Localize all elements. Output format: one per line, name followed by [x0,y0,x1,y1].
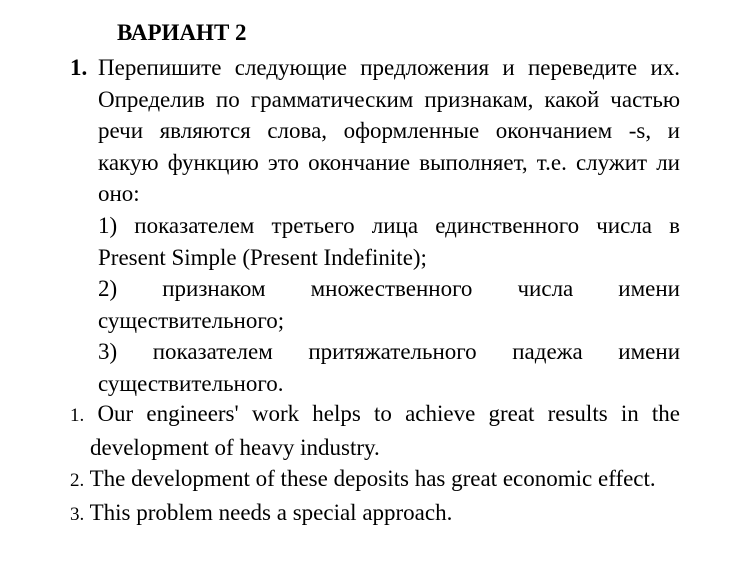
sentence-item-3 [70,497,680,531]
sentence-item-1 [70,398,680,463]
option-item-1: 1) показателем третьего лица единственного числа в Present Simple (Present Indefinite); [98,212,680,270]
sentence-number: 1. [70,405,85,426]
sentence-item-2 [70,463,680,497]
sentence-text: This problem needs a special approach. [89,499,453,525]
task-number: 1. [70,55,88,80]
variant-heading: ВАРИАНТ 2 [117,20,247,45]
sentence-number: 2. [70,470,85,492]
option-item-3: 3) показателем притяжательного падежа имени существительного. [98,339,680,396]
sentence-text: Our engineers' work helps to achieve great results in the development of heavy industry. [90,401,681,460]
sentence-list [70,398,680,530]
sentence-number: 3. [70,503,85,525]
option-item-2: 2) признаком множественного числа имени существительного; [98,276,680,333]
task-instruction-text: Перепишите следующие предложения и переведите их. Определив по грамматическим признакам, какой частью речи являются слова, оформленные окончанием -s, и какую функцию это окончание выполняет, т.е. служит ли оно: [98,55,680,207]
task-instruction [70,52,680,210]
sentence-text: The development of these deposits has great economic effect. [89,466,656,492]
task-block [70,52,680,400]
